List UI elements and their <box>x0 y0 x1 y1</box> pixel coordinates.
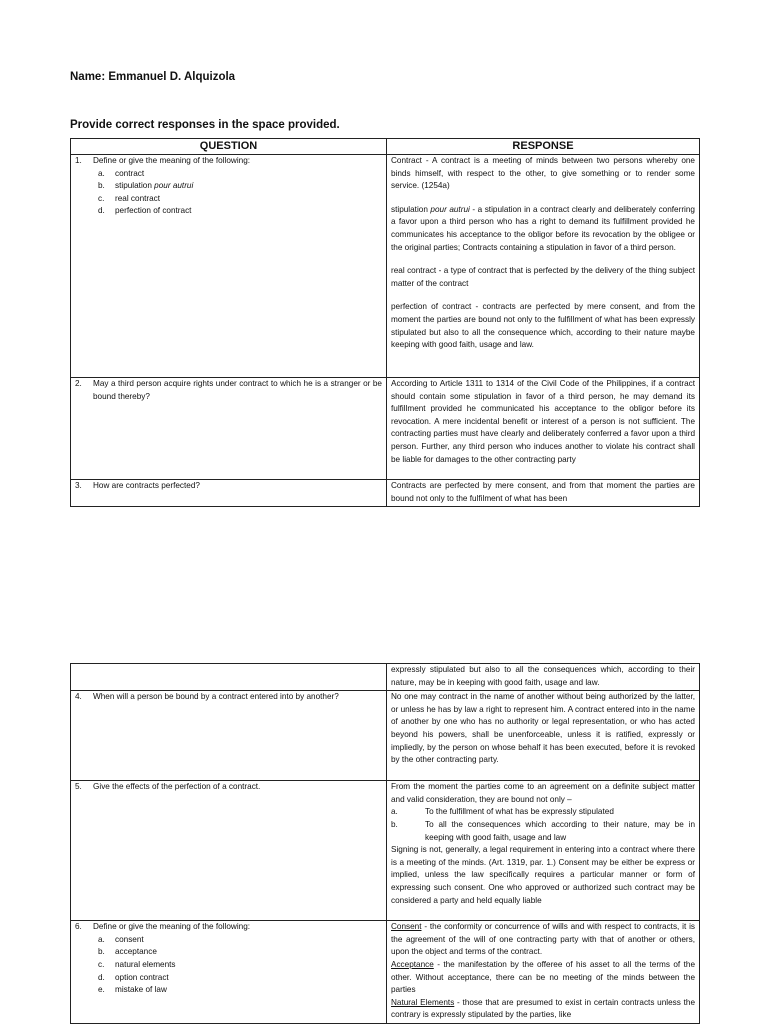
question-number: 3. <box>75 481 82 490</box>
list-item: a. contract <box>98 168 145 178</box>
question-cell-6 <box>71 921 387 1024</box>
response-cell-3-continued: expressly stipulated but also to all the consequences which, according to their nature, may be in keeping with good faith, usage and law. <box>387 664 700 691</box>
table-row <box>71 921 700 1024</box>
table-row <box>71 480 700 507</box>
response-cell-6 <box>387 921 700 1024</box>
question-number: 2. <box>75 379 82 388</box>
response-cell-4: No one may contract in the name of another without being authorized by the latter, or unless he has by law a right to represent him. A contract entered into in the name of another by one who has no authority or legal representation, or who has acted beyond his powers, shall be unenforceable, unless it is ratified, expressly or impliedly, by the person on whose behalf it has been executed, before it is revoked by the other contracting party. <box>387 691 700 781</box>
student-name: Name: Emmanuel D. Alquizola <box>70 71 236 83</box>
sub-item-list <box>75 934 382 997</box>
question-cell-3-continued <box>71 664 387 691</box>
table-row <box>71 664 700 691</box>
list-item: c. natural elements <box>98 959 176 969</box>
question-cell-1 <box>71 155 387 378</box>
question-number: 4. <box>75 692 82 702</box>
response-real-contract: real contract - a type of contract that is perfected by the delivery of the thing subject matter of the contract <box>391 266 695 288</box>
response-cell-2: According to Article 1311 to 1314 of the Civil Code of the Philippines, if a contract should contain some stipulation in favor of a third person, he may demand its fulfillment provided he communicated his acceptance to the obligor before its revocation. A mere incidental benefit or interest of a person is not sufficient. The contracting parties must have clearly and deliberately conferred a favor upon a third person. Further, any third person who induces another to violate his contract shall be liable for damages to the other contracting party <box>387 378 700 480</box>
table-header-row <box>71 139 700 155</box>
response-intro: From the moment the parties come to an agreement on a definite subject matter and valid consideration, they are bound not only – <box>391 782 695 804</box>
list-item: d. perfection of contract <box>98 206 192 216</box>
question-text: How are contracts perfected? <box>93 481 200 490</box>
response-signing: Signing is not, generally, a legal requirement in entering into a contract where there is a meeting of the minds. (Art. 1319, par. 1.) Consent may be either be express or implied, unless the law specifically requires a particular manner or form of expressing such consent. One who approved or authorized such contract may be considered a party and held equally liable <box>391 845 695 905</box>
list-item: c. real contract <box>98 193 161 203</box>
qa-table-part-2 <box>70 663 700 1024</box>
list-item: b. To all the consequences which according to their nature, may be in keeping with good faith, usage and law <box>391 819 695 842</box>
response-perfection: perfection of contract - contracts are perfected by mere consent, and from the moment the parties are bound not only to the fulfillment of what has been expressly stipulated but also to all the consequence which, according to their nature maybe keeping with good faith, usage and law. <box>391 302 695 350</box>
response-cell-1 <box>387 155 700 378</box>
response-contract: Contract - A contract is a meeting of minds between two persons whereby one binds himself, with respect to the other, to give something or to render some service. (1254a) <box>391 156 695 191</box>
question-number: 6. <box>75 922 82 932</box>
response-column-header: RESPONSE <box>387 139 700 155</box>
question-cell-4 <box>71 691 387 781</box>
question-text: Define or give the meaning of the following: <box>93 922 251 932</box>
list-item: a. consent <box>98 934 144 944</box>
question-column-header: QUESTION <box>71 139 387 155</box>
question-cell-2 <box>71 378 387 480</box>
question-cell-3 <box>71 480 387 507</box>
table-row <box>71 781 700 921</box>
question-number: 5. <box>75 782 82 792</box>
response-acceptance: Acceptance - the manifestation by the offeree of his asset to all the terms of the other. Without acceptance, there can be no meeting of the minds between the parties <box>391 959 695 995</box>
list-item: d. option contract <box>98 972 169 982</box>
question-text: Give the effects of the perfection of a contract. <box>93 782 261 792</box>
instruction-text: Provide correct responses in the space provided. <box>70 119 340 131</box>
list-item: e. mistake of law <box>98 985 167 995</box>
response-cell-3: Contracts are perfected by mere consent, and from that moment the parties are bound not only to the fulfilment of what has been <box>387 480 700 507</box>
question-text: May a third person acquire rights under contract to which he is a stranger or be bound thereby? <box>93 379 382 401</box>
qa-table-part-1 <box>70 138 700 507</box>
sub-item-list <box>75 168 382 218</box>
question-number: 1. <box>75 156 82 165</box>
table-row <box>71 378 700 480</box>
list-item: b. acceptance <box>98 947 157 957</box>
table-row <box>71 155 700 378</box>
question-cell-5 <box>71 781 387 921</box>
response-natural-elements: Natural Elements - those that are presumed to exist in certain contracts unless the contrary is expressly stipulated by the parties, like <box>391 997 695 1020</box>
list-item: a. To the fulfillment of what has be expressly stipulated <box>391 807 614 817</box>
response-stipulation: stipulation pour autrui - a stipulation in a contract clearly and deliberately conferring a favor upon a third person who has a right to demand its fulfillment provided he communicates his acceptance to the obligor before its revocation by the obligee or the original parties; Contracts containing a stipulation in favor of a third person. <box>391 204 695 252</box>
response-consent: Consent - the conformity or concurrence of wills and with respect to contracts, it is the agreement of the will of one contracting party with that of another or others, upon the object and terms of the contract. <box>391 922 695 957</box>
response-cell-5 <box>387 781 700 921</box>
table-row <box>71 691 700 781</box>
list-item: b. stipulation pour autrui <box>98 181 194 191</box>
question-text: When will a person be bound by a contract entered into by another? <box>93 692 339 702</box>
question-text: Define or give the meaning of the following: <box>93 156 251 165</box>
